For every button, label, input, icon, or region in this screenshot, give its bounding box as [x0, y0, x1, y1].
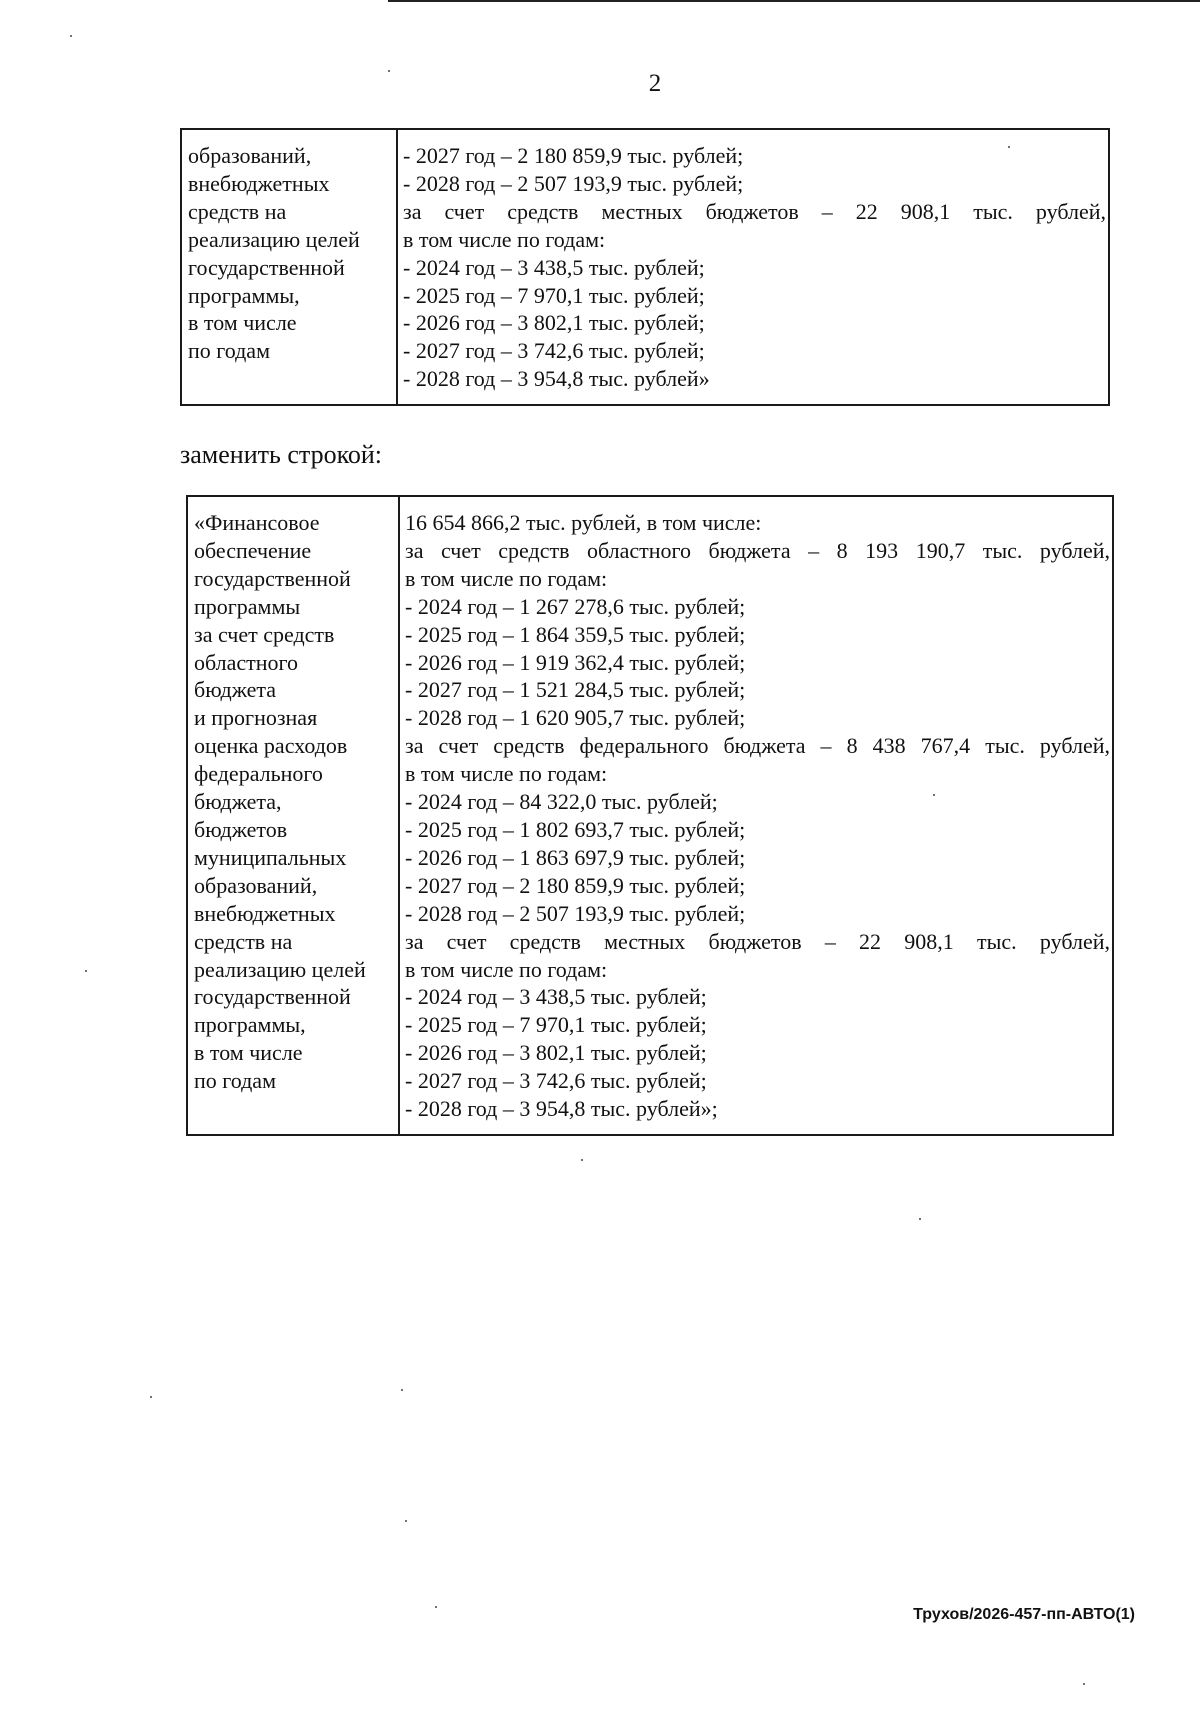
table-bottom-value-line: в том числе по годам: [405, 565, 608, 591]
replace-instruction: заменить строкой: [180, 440, 383, 469]
table-bottom-value-line: - 2024 год – 3 438,5 тыс. рублей; [405, 984, 707, 1010]
table-bottom-label-line: областного [194, 649, 299, 675]
table-bottom-value-line: - 2027 год – 1 521 284,5 тыс. рублей; [405, 677, 746, 703]
table-bottom-value-line: - 2024 год – 84 322,0 тыс. рублей; [405, 789, 718, 815]
table-bottom-label-line: бюджетов [194, 816, 288, 842]
table-bottom-value-line: - 2027 год – 2 180 859,9 тыс. рублей; [405, 872, 746, 898]
table-bottom-value-line: в том числе по годам: [405, 956, 608, 982]
scan-speck [85, 970, 87, 972]
scan-speck [388, 70, 390, 72]
table-bottom-value-line: - 2025 год – 1 802 693,7 тыс. рублей; [405, 816, 746, 842]
table-bottom-label-line: «Финансовое [194, 510, 320, 535]
table-top-value-cell [398, 130, 1108, 404]
table-bottom-value-cell [400, 497, 1112, 1134]
table-bottom-value-line: - 2025 год – 1 864 359,5 тыс. рублей; [405, 621, 746, 647]
table-top-value-line: в том числе по годам: [403, 226, 606, 252]
table-bottom-label-line: федерального [194, 761, 323, 787]
scan-speck [150, 1396, 152, 1398]
table-bottom-label-line: оценка расходов [194, 733, 348, 759]
table-bottom-label-line: образований, [194, 872, 318, 898]
table-bottom-label-line: внебюджетных [194, 900, 336, 926]
table-top-label-line: в том числе [188, 310, 297, 336]
table-top-label-line: реализацию целей [188, 226, 360, 252]
table-bottom-value-line: - 2027 год – 3 742,6 тыс. рублей; [405, 1068, 707, 1094]
table-top-value-line: - 2028 год – 2 507 193,9 тыс. рублей; [403, 170, 744, 196]
table-bottom-label-line: муниципальных [194, 844, 347, 870]
scan-speck [70, 35, 72, 37]
table-bottom-value-line: - 2028 год – 3 954,8 тыс. рублей»; [405, 1096, 718, 1122]
table-bottom-value-line: - 2028 год – 1 620 905,7 тыс. рублей; [405, 705, 746, 731]
table-bottom-value-line: в том числе по годам: [405, 761, 608, 787]
table-top-label-line: образований, [188, 143, 312, 168]
table-bottom-label-line: бюджета, [194, 789, 282, 815]
table-top-label-line: средств на [188, 198, 287, 224]
table-top-value-line: - 2027 год – 3 742,6 тыс. рублей; [403, 338, 705, 364]
table-top-value-line: - 2027 год – 2 180 859,9 тыс. рублей; [403, 143, 744, 168]
table-top-label-cell [182, 130, 398, 404]
table-bottom-label-line: в том числе [194, 1040, 303, 1066]
table-top-value-line: за счет средств местных бюджетов – 22 908,1 тыс. рублей, [403, 198, 1106, 224]
table-top-label-line: внебюджетных [188, 170, 330, 196]
table-top-value-line: - 2025 год – 7 970,1 тыс. рублей; [403, 282, 705, 308]
scan-top-rule [388, 0, 1200, 2]
table-bottom-label-line: реализацию целей [194, 956, 366, 982]
scan-speck [581, 1159, 583, 1161]
table-bottom-label-line: обеспечение [194, 537, 312, 563]
scan-speck [1083, 1683, 1085, 1685]
table-top-value-line: - 2026 год – 3 802,1 тыс. рублей; [403, 310, 705, 336]
scan-speck [435, 1606, 437, 1608]
table-bottom-label-line: средств на [194, 928, 293, 954]
page-number: 2 [648, 70, 662, 97]
table-bottom-value-line: 16 654 866,2 тыс. рублей, в том числе: [405, 510, 762, 535]
table-continued-row [180, 128, 1110, 406]
table-top-label-line: по годам [188, 338, 270, 364]
table-top-value-line: - 2028 год – 3 954,8 тыс. рублей» [403, 366, 710, 392]
table-bottom-label-line: за счет средств [194, 621, 335, 647]
table-top-label-line: программы, [188, 282, 300, 308]
table-bottom-value-line: - 2026 год – 3 802,1 тыс. рублей; [405, 1040, 707, 1066]
table-bottom-value-line: - 2028 год – 2 507 193,9 тыс. рублей; [405, 900, 746, 926]
scan-speck [401, 1389, 403, 1391]
table-bottom-label-cell [188, 497, 400, 1134]
document-footer-code: Трухов/2026-457-пп-АВТО(1) [913, 1606, 1135, 1623]
table-bottom-value-line: - 2024 год – 1 267 278,6 тыс. рублей; [405, 593, 746, 619]
scan-speck [1008, 146, 1010, 148]
table-bottom-value-line: за счет средств федерального бюджета – 8 438 767,4 тыс. рублей, [405, 733, 1110, 759]
table-replacement-row [186, 495, 1114, 1136]
table-bottom-label-line: государственной [194, 565, 351, 591]
table-bottom-label-line: государственной [194, 984, 351, 1010]
table-bottom-value-line: - 2025 год – 7 970,1 тыс. рублей; [405, 1012, 707, 1038]
table-bottom-value-line: за счет средств областного бюджета – 8 193 190,7 тыс. рублей, [405, 537, 1110, 563]
table-bottom-label-line: программы, [194, 1012, 306, 1038]
table-top-label-line: государственной [188, 254, 345, 280]
table-bottom-value-line: за счет средств местных бюджетов – 22 908,1 тыс. рублей, [405, 928, 1110, 954]
table-bottom-label-line: программы [194, 593, 301, 619]
scan-speck [405, 1520, 407, 1522]
scan-speck [919, 1218, 921, 1220]
table-bottom-label-line: и прогнозная [194, 705, 318, 731]
table-top-value-line: - 2024 год – 3 438,5 тыс. рублей; [403, 254, 705, 280]
table-bottom-value-line: - 2026 год – 1 863 697,9 тыс. рублей; [405, 844, 746, 870]
scan-speck [933, 794, 935, 796]
table-bottom-label-line: бюджета [194, 677, 277, 703]
table-bottom-value-line: - 2026 год – 1 919 362,4 тыс. рублей; [405, 649, 746, 675]
table-bottom-label-line: по годам [194, 1068, 276, 1094]
